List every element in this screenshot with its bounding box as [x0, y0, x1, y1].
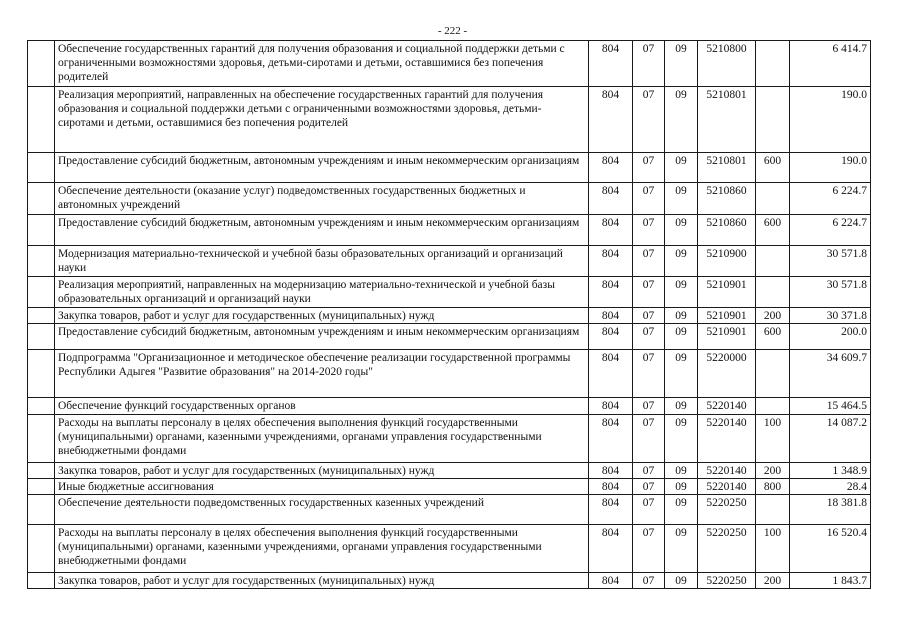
expense-type-code: 600 [756, 215, 790, 246]
amount-value: 30 571.8 [790, 246, 871, 277]
subsection-code: 09 [665, 277, 698, 308]
subsection-code: 09 [665, 87, 698, 153]
amount-value: 200.0 [790, 324, 871, 350]
section-code: 07 [633, 246, 665, 277]
expense-type-code [756, 398, 790, 415]
target-article-code: 5210900 [698, 246, 756, 277]
amount-value: 34 609.7 [790, 350, 871, 398]
blank-cell [28, 495, 55, 525]
section-code: 07 [633, 415, 665, 463]
row-name: Подпрограмма "Организационное и методическое обеспечение реализации государственной программы Республики Адыгея "Развитие образования" на 2014-2020 годы" [55, 350, 589, 398]
expense-type-code [756, 277, 790, 308]
table-row [28, 495, 871, 525]
blank-cell [28, 398, 55, 415]
blank-cell [28, 183, 55, 215]
table-row [28, 215, 871, 246]
target-article-code: 5220250 [698, 525, 756, 573]
section-code: 07 [633, 183, 665, 215]
ministry-code: 804 [589, 41, 633, 87]
table-row [28, 246, 871, 277]
table-row [28, 183, 871, 215]
target-article-code: 5210860 [698, 215, 756, 246]
amount-value: 30 571.8 [790, 277, 871, 308]
amount-value: 6 224.7 [790, 183, 871, 215]
blank-cell [28, 87, 55, 153]
subsection-code: 09 [665, 415, 698, 463]
ministry-code: 804 [589, 350, 633, 398]
subsection-code: 09 [665, 153, 698, 183]
table-row [28, 153, 871, 183]
ministry-code: 804 [589, 308, 633, 324]
table-row [28, 324, 871, 350]
ministry-code: 804 [589, 324, 633, 350]
row-name: Предоставление субсидий бюджетным, автономным учреждениям и иным некоммерческим организациям [55, 215, 589, 246]
row-name: Обеспечение деятельности (оказание услуг) подведомственных государственных бюджетных и автономных учреждений [55, 183, 589, 215]
ministry-code: 804 [589, 277, 633, 308]
table-row [28, 415, 871, 463]
section-code: 07 [633, 398, 665, 415]
row-name: Реализация мероприятий, направленных на обеспечение государственных гарантий для получения образования и социальной поддержки детьми с ограниченными возможностями здоровья, детьми-сиротами и детьми, оставшимися без попечения родителей [55, 87, 589, 153]
section-code: 07 [633, 350, 665, 398]
blank-cell [28, 463, 55, 479]
amount-value: 190.0 [790, 153, 871, 183]
amount-value: 190.0 [790, 87, 871, 153]
target-article-code: 5220250 [698, 495, 756, 525]
target-article-code: 5220140 [698, 398, 756, 415]
subsection-code: 09 [665, 350, 698, 398]
table-row [28, 308, 871, 324]
subsection-code: 09 [665, 479, 698, 495]
expense-type-code [756, 495, 790, 525]
page-number: - 222 - [437, 25, 468, 37]
section-code: 07 [633, 573, 665, 589]
target-article-code: 5220140 [698, 463, 756, 479]
table-row [28, 87, 871, 153]
expense-type-code: 200 [756, 573, 790, 589]
row-name: Модернизация материально-технической и учебной базы образовательных организаций и организаций науки [55, 246, 589, 277]
row-name: Расходы на выплаты персоналу в целях обеспечения выполнения функций государственными (муниципальными) органами, казенными учреждениями, органами управления государственными внебюджетными фондами [55, 415, 589, 463]
section-code: 07 [633, 495, 665, 525]
expense-type-code [756, 350, 790, 398]
blank-cell [28, 324, 55, 350]
amount-value: 1 348.9 [790, 463, 871, 479]
amount-value: 15 464.5 [790, 398, 871, 415]
subsection-code: 09 [665, 246, 698, 277]
subsection-code: 09 [665, 183, 698, 215]
section-code: 07 [633, 41, 665, 87]
subsection-code: 09 [665, 324, 698, 350]
target-article-code: 5210801 [698, 87, 756, 153]
table-row [28, 277, 871, 308]
row-name: Обеспечение государственных гарантий для получения образования и социальной поддержки детьми с ограниченными возможностями здоровья, детьми-сиротами и детьми, оставшимися без попечения родителей [55, 41, 589, 87]
blank-cell [28, 525, 55, 573]
ministry-code: 804 [589, 183, 633, 215]
table-body [28, 41, 871, 589]
ministry-code: 804 [589, 153, 633, 183]
section-code: 07 [633, 277, 665, 308]
expense-type-code [756, 183, 790, 215]
subsection-code: 09 [665, 215, 698, 246]
ministry-code: 804 [589, 525, 633, 573]
table-row [28, 573, 871, 589]
row-name: Предоставление субсидий бюджетным, автономным учреждениям и иным некоммерческим организациям [55, 153, 589, 183]
expense-type-code: 800 [756, 479, 790, 495]
row-name: Закупка товаров, работ и услуг для государственных (муниципальных) нужд [55, 308, 589, 324]
table-row [28, 525, 871, 573]
table-row [28, 350, 871, 398]
ministry-code: 804 [589, 495, 633, 525]
expense-type-code [756, 87, 790, 153]
amount-value: 18 381.8 [790, 495, 871, 525]
subsection-code: 09 [665, 573, 698, 589]
ministry-code: 804 [589, 463, 633, 479]
ministry-code: 804 [589, 479, 633, 495]
subsection-code: 09 [665, 525, 698, 573]
row-name: Обеспечение деятельности подведомственных государственных казенных учреждений [55, 495, 589, 525]
amount-value: 1 843.7 [790, 573, 871, 589]
expense-type-code: 600 [756, 153, 790, 183]
blank-cell [28, 308, 55, 324]
blank-cell [28, 153, 55, 183]
blank-cell [28, 215, 55, 246]
amount-value: 6 414.7 [790, 41, 871, 87]
ministry-code: 804 [589, 415, 633, 463]
row-name: Реализация мероприятий, направленных на модернизацию материально-технической и учебной базы образовательных организаций и организаций науки [55, 277, 589, 308]
blank-cell [28, 573, 55, 589]
section-code: 07 [633, 215, 665, 246]
ministry-code: 804 [589, 246, 633, 277]
expense-type-code: 200 [756, 308, 790, 324]
amount-value: 14 087.2 [790, 415, 871, 463]
blank-cell [28, 350, 55, 398]
target-article-code: 5210860 [698, 183, 756, 215]
target-article-code: 5210901 [698, 277, 756, 308]
ministry-code: 804 [589, 87, 633, 153]
section-code: 07 [633, 463, 665, 479]
expense-type-code: 600 [756, 324, 790, 350]
table-row [28, 463, 871, 479]
subsection-code: 09 [665, 398, 698, 415]
amount-value: 30 371.8 [790, 308, 871, 324]
row-name: Закупка товаров, работ и услуг для государственных (муниципальных) нужд [55, 463, 589, 479]
target-article-code: 5220000 [698, 350, 756, 398]
row-name: Обеспечение функций государственных органов [55, 398, 589, 415]
section-code: 07 [633, 87, 665, 153]
expense-type-code: 200 [756, 463, 790, 479]
section-code: 07 [633, 324, 665, 350]
blank-cell [28, 246, 55, 277]
blank-cell [28, 277, 55, 308]
row-name: Закупка товаров, работ и услуг для государственных (муниципальных) нужд [55, 573, 589, 589]
ministry-code: 804 [589, 573, 633, 589]
amount-value: 28.4 [790, 479, 871, 495]
expense-type-code [756, 246, 790, 277]
subsection-code: 09 [665, 463, 698, 479]
ministry-code: 804 [589, 398, 633, 415]
subsection-code: 09 [665, 308, 698, 324]
target-article-code: 5220250 [698, 573, 756, 589]
target-article-code: 5210801 [698, 153, 756, 183]
blank-cell [28, 415, 55, 463]
section-code: 07 [633, 525, 665, 573]
table-row [28, 41, 871, 87]
section-code: 07 [633, 153, 665, 183]
blank-cell [28, 479, 55, 495]
target-article-code: 5220140 [698, 415, 756, 463]
table-row [28, 398, 871, 415]
budget-table [27, 40, 871, 589]
subsection-code: 09 [665, 41, 698, 87]
expense-type-code: 100 [756, 525, 790, 573]
amount-value: 16 520.4 [790, 525, 871, 573]
section-code: 07 [633, 479, 665, 495]
table-row [28, 479, 871, 495]
section-code: 07 [633, 308, 665, 324]
subsection-code: 09 [665, 495, 698, 525]
blank-cell [28, 41, 55, 87]
amount-value: 6 224.7 [790, 215, 871, 246]
row-name: Расходы на выплаты персоналу в целях обеспечения выполнения функций государственными (муниципальными) органами, казенными учреждениями, органами управления государственными внебюджетными фондами [55, 525, 589, 573]
target-article-code: 5210901 [698, 308, 756, 324]
target-article-code: 5220140 [698, 479, 756, 495]
row-name: Иные бюджетные ассигнования [55, 479, 589, 495]
expense-type-code [756, 41, 790, 87]
row-name: Предоставление субсидий бюджетным, автономным учреждениям и иным некоммерческим организациям [55, 324, 589, 350]
target-article-code: 5210800 [698, 41, 756, 87]
expense-type-code: 100 [756, 415, 790, 463]
target-article-code: 5210901 [698, 324, 756, 350]
ministry-code: 804 [589, 215, 633, 246]
